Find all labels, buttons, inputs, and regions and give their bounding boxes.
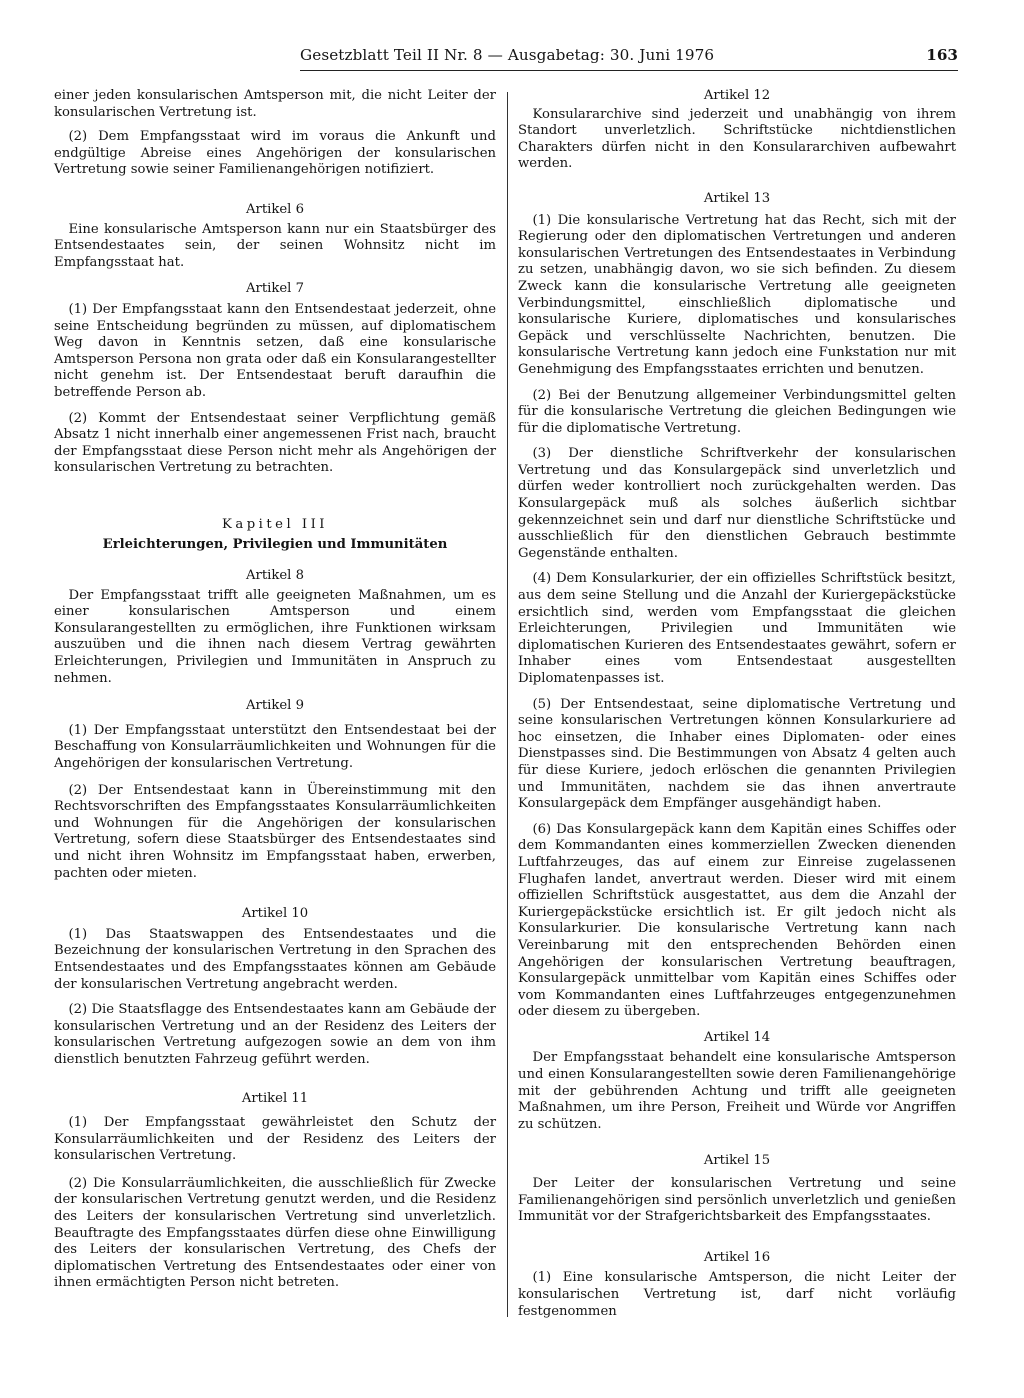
page-number: 163: [926, 46, 958, 64]
article-heading: Artikel 15: [703, 1153, 771, 1169]
paragraph: (2) Dem Empfangsstaat wird im voraus die Ankunft und endgültige Abreise eines Angehörigen der konsularischen Vertretung sowie seiner Familienangehörigen notifiziert.: [54, 129, 496, 178]
page-header: [300, 46, 958, 71]
header-title: Gesetzblatt Teil II Nr. 8 — Ausgabetag: 30. Juni 1976: [300, 46, 715, 64]
article-heading: Artikel 10: [241, 906, 309, 922]
paragraph: Eine konsularische Amtsperson kann nur ein Staatsbürger des Entsendestaates sein, der seinen Wohnsitz nicht im Empfangsstaat hat.: [54, 221, 496, 270]
paragraph: (2) Der Entsendestaat kann in Übereinstimmung mit den Rechtsvorschriften des Empfangsstaates Konsularräumlichkeiten und Wohnungen für die Angehörigen der konsularischen Vertretung, sofern diese Staatsbürger des Entsendestaates sind und nicht ihren Wohnsitz im Empfangsstaat haben, erwerben, pachten oder mieten.: [54, 782, 496, 881]
paragraph: (2) Kommt der Entsendestaat seiner Verpflichtung gemäß Absatz 1 nicht innerhalb einer angemessenen Frist nach, braucht der Empfangsstaat diese Person nicht mehr als Angehörigen der konsularischen Vertretung zu betrachten.: [54, 410, 496, 476]
article-heading: Artikel 7: [246, 281, 304, 297]
paragraph: Der Leiter der konsularischen Vertretung und seine Familienangehörigen sind persönlich unverletzlich und genießen Immunität vor der Strafgerichtsbarkeit des Empfangsstaates.: [518, 1176, 956, 1225]
paragraph: einer jeden konsularischen Amtsperson mit, die nicht Leiter der konsularischen Vertretung ist.: [54, 88, 496, 120]
paragraph: (4) Dem Konsularkurier, der ein offizielles Schriftstück besitzt, aus dem seine Stellung und die Anzahl der Kuriergepäckstücke ersichtlich sind, werden vom Empfangsstaat die gleichen Erleichterungen, Privilegien und Immunitäten wie diplomatischen Kurieren des Entsendestaates gewährt, sofern er Inhaber eines vom Entsendestaat ausgestellten Diplomatenpasses ist.: [518, 571, 956, 686]
article-heading: Artikel 11: [241, 1090, 309, 1106]
paragraph: (1) Der Empfangsstaat kann den Entsendestaat jederzeit, ohne seine Entscheidung begründen zu müssen, auf diplomatischem Weg davon in Kenntnis setzen, daß eine konsularische Amtsperson Persona non grata oder daß ein Konsularangestellter nicht genehm ist. Der Entsendestaat beruft daraufhin die betreffende Person ab.: [54, 301, 496, 400]
paragraph: (2) Bei der Benutzung allgemeiner Verbindungsmittel gelten für die konsularische Vertretung die gleichen Bedingungen wie für die diplomatische Vertretung.: [518, 387, 956, 436]
paragraph: (5) Der Entsendestaat, seine diplomatische Vertretung und seine konsularischen Vertretungen können Konsularkuriere ad hoc einsetzen, die Inhaber eines Diplomaten- oder eines Dienstpasses sind. Die Bestimmungen von Absatz 4 gelten auch für diese Kuriere, jedoch erlöschen die genannten Privilegien und Immunitäten, nachdem sie das ihnen anvertraute Konsulargepäck dem Empfänger ausgehändigt haben.: [518, 696, 956, 812]
article-heading: Artikel 16: [703, 1249, 771, 1265]
article-heading: Artikel 8: [246, 568, 304, 584]
right-column: [518, 88, 956, 1320]
article-heading: Artikel 9: [246, 698, 304, 714]
chapter-subtitle: Erleichterungen, Privilegien und Immunitäten: [102, 537, 448, 553]
column-divider: [507, 92, 508, 1317]
paragraph: (3) Der dienstliche Schriftverkehr der konsularischen Vertretung und das Konsulargepäck sind unverletzlich und dürfen weder kontrolliert noch zurückgehalten werden. Das Konsulargepäck muß als solches äußerlich sichtbar gekennzeichnet sein und darf nur dienstliche Schriftstücke und ausschließlich für den dienstlichen Gebrauch bestimmte Gegenstände enthalten.: [518, 446, 956, 561]
article-heading: Artikel 6: [246, 201, 304, 217]
article-heading: Artikel 12: [703, 88, 771, 103]
paragraph: Konsulararchive sind jederzeit und unabhängig von ihrem Standort unverletzlich. Schriftstücke nichtdienstlichen Charakters dürfen nicht in den Konsulararchiven aufbewahrt werden.: [518, 106, 956, 172]
paragraph: (2) Die Staatsflagge des Entsendestaates kann am Gebäude der konsularischen Vertretung und an der Residenz des Leiters der konsularischen Vertretung aufgezogen sowie an dem von ihm dienstlich benutzten Fahrzeug geführt werden.: [54, 1002, 496, 1067]
paragraph: (1) Eine konsularische Amtsperson, die nicht Leiter der konsularischen Vertretung ist, darf nicht vorläufig festgenommen: [518, 1270, 956, 1319]
paragraph: (1) Der Empfangsstaat gewährleistet den Schutz der Konsularräumlichkeiten und der Residenz des Leiters der konsularischen Vertretung.: [54, 1115, 496, 1164]
article-heading: Artikel 13: [703, 190, 771, 206]
paragraph: (1) Das Staatswappen des Entsendestaates und die Bezeichnung der konsularischen Vertretung in den Sprachen des Entsendestaates und des Empfangsstaates können am Gebäude der konsularischen Vertretung angebracht werden.: [54, 926, 496, 992]
paragraph: (2) Die Konsularräumlichkeiten, die ausschließlich für Zwecke der konsularischen Vertretung genutzt werden, und die Residenz des Leiters der konsularischen Vertretung sind unverletzlich. Beauftragte des Empfangsstaates dürfen diese ohne Einwilligung des Leiters der konsularischen Vertretung, des Chefs der diplomatischen Vertretung des Entsendestaates oder einer von ihnen ermächtigten Person nicht betreten.: [54, 1175, 496, 1291]
chapter-title: Kapitel III: [221, 516, 328, 532]
article-heading: Artikel 14: [703, 1029, 771, 1045]
paragraph: Der Empfangsstaat behandelt eine konsularische Amtsperson und einen Konsularangestellten sowie deren Familienangehörige mit der gebührenden Achtung und trifft alle geeigneten Maßnahmen, um ihre Person, Freiheit und Würde vor Angriffen zu schützen.: [518, 1050, 956, 1132]
paragraph: (1) Die konsularische Vertretung hat das Recht, sich mit der Regierung oder den diplomatischen Vertretungen und anderen konsularischen Vertretungen des Entsendestaates in Verbindung zu setzen, unabhängig davon, wo sie sich befinden. Zu diesem Zweck kann die konsularische Vertretung alle geeigneten Verbindungsmittel, einschließlich diplomatische und konsularische Kuriere, diplomatisches und konsularisches Gepäck und verschlüsselte Nachrichten, benutzen. Die konsularische Vertretung kann jedoch eine Funkstation nur mit Genehmigung des Empfangsstaates errichten und benutzen.: [518, 212, 956, 377]
paragraph: Der Empfangsstaat trifft alle geeigneten Maßnahmen, um es einer konsularischen Amtsperson und einem Konsularangestellten zu ermöglichen, ihre Funktionen wirksam auszuüben und die ihnen nach diesem Vertrag gewährten Erleichterungen, Privilegien und Immunitäten in Anspruch zu nehmen.: [54, 587, 496, 686]
paragraph: (6) Das Konsulargepäck kann dem Kapitän eines Schiffes oder dem Kommandanten eines kommerziellen Zwecken dienenden Luftfahrzeuges, das auf einem zur Einreise zugelassenen Flughafen landet, anvertraut werden. Dieser wird mit einem offiziellen Schriftstück ausgestattet, aus dem die Anzahl der Kuriergepäckstücke ersichtlich ist. Er gilt jedoch nicht als Konsularkurier. Die konsularische Vertretung kann nach Vereinbarung mit den entsprechenden Behörden einen Angehörigen der konsularischen Vertretung beauftragen, Konsulargepäck unmittelbar vom Kapitän eines Schiffes oder vom Kommandanten eines Luftfahrzeuges entgegenzunehmen oder diesem zu übergeben.: [518, 821, 956, 1020]
left-column: [54, 88, 496, 1292]
paragraph: (1) Der Empfangsstaat unterstützt den Entsendestaat bei der Beschaffung von Konsularräumlichkeiten und Wohnungen für die Angehörigen der konsularischen Vertretung.: [54, 722, 496, 771]
